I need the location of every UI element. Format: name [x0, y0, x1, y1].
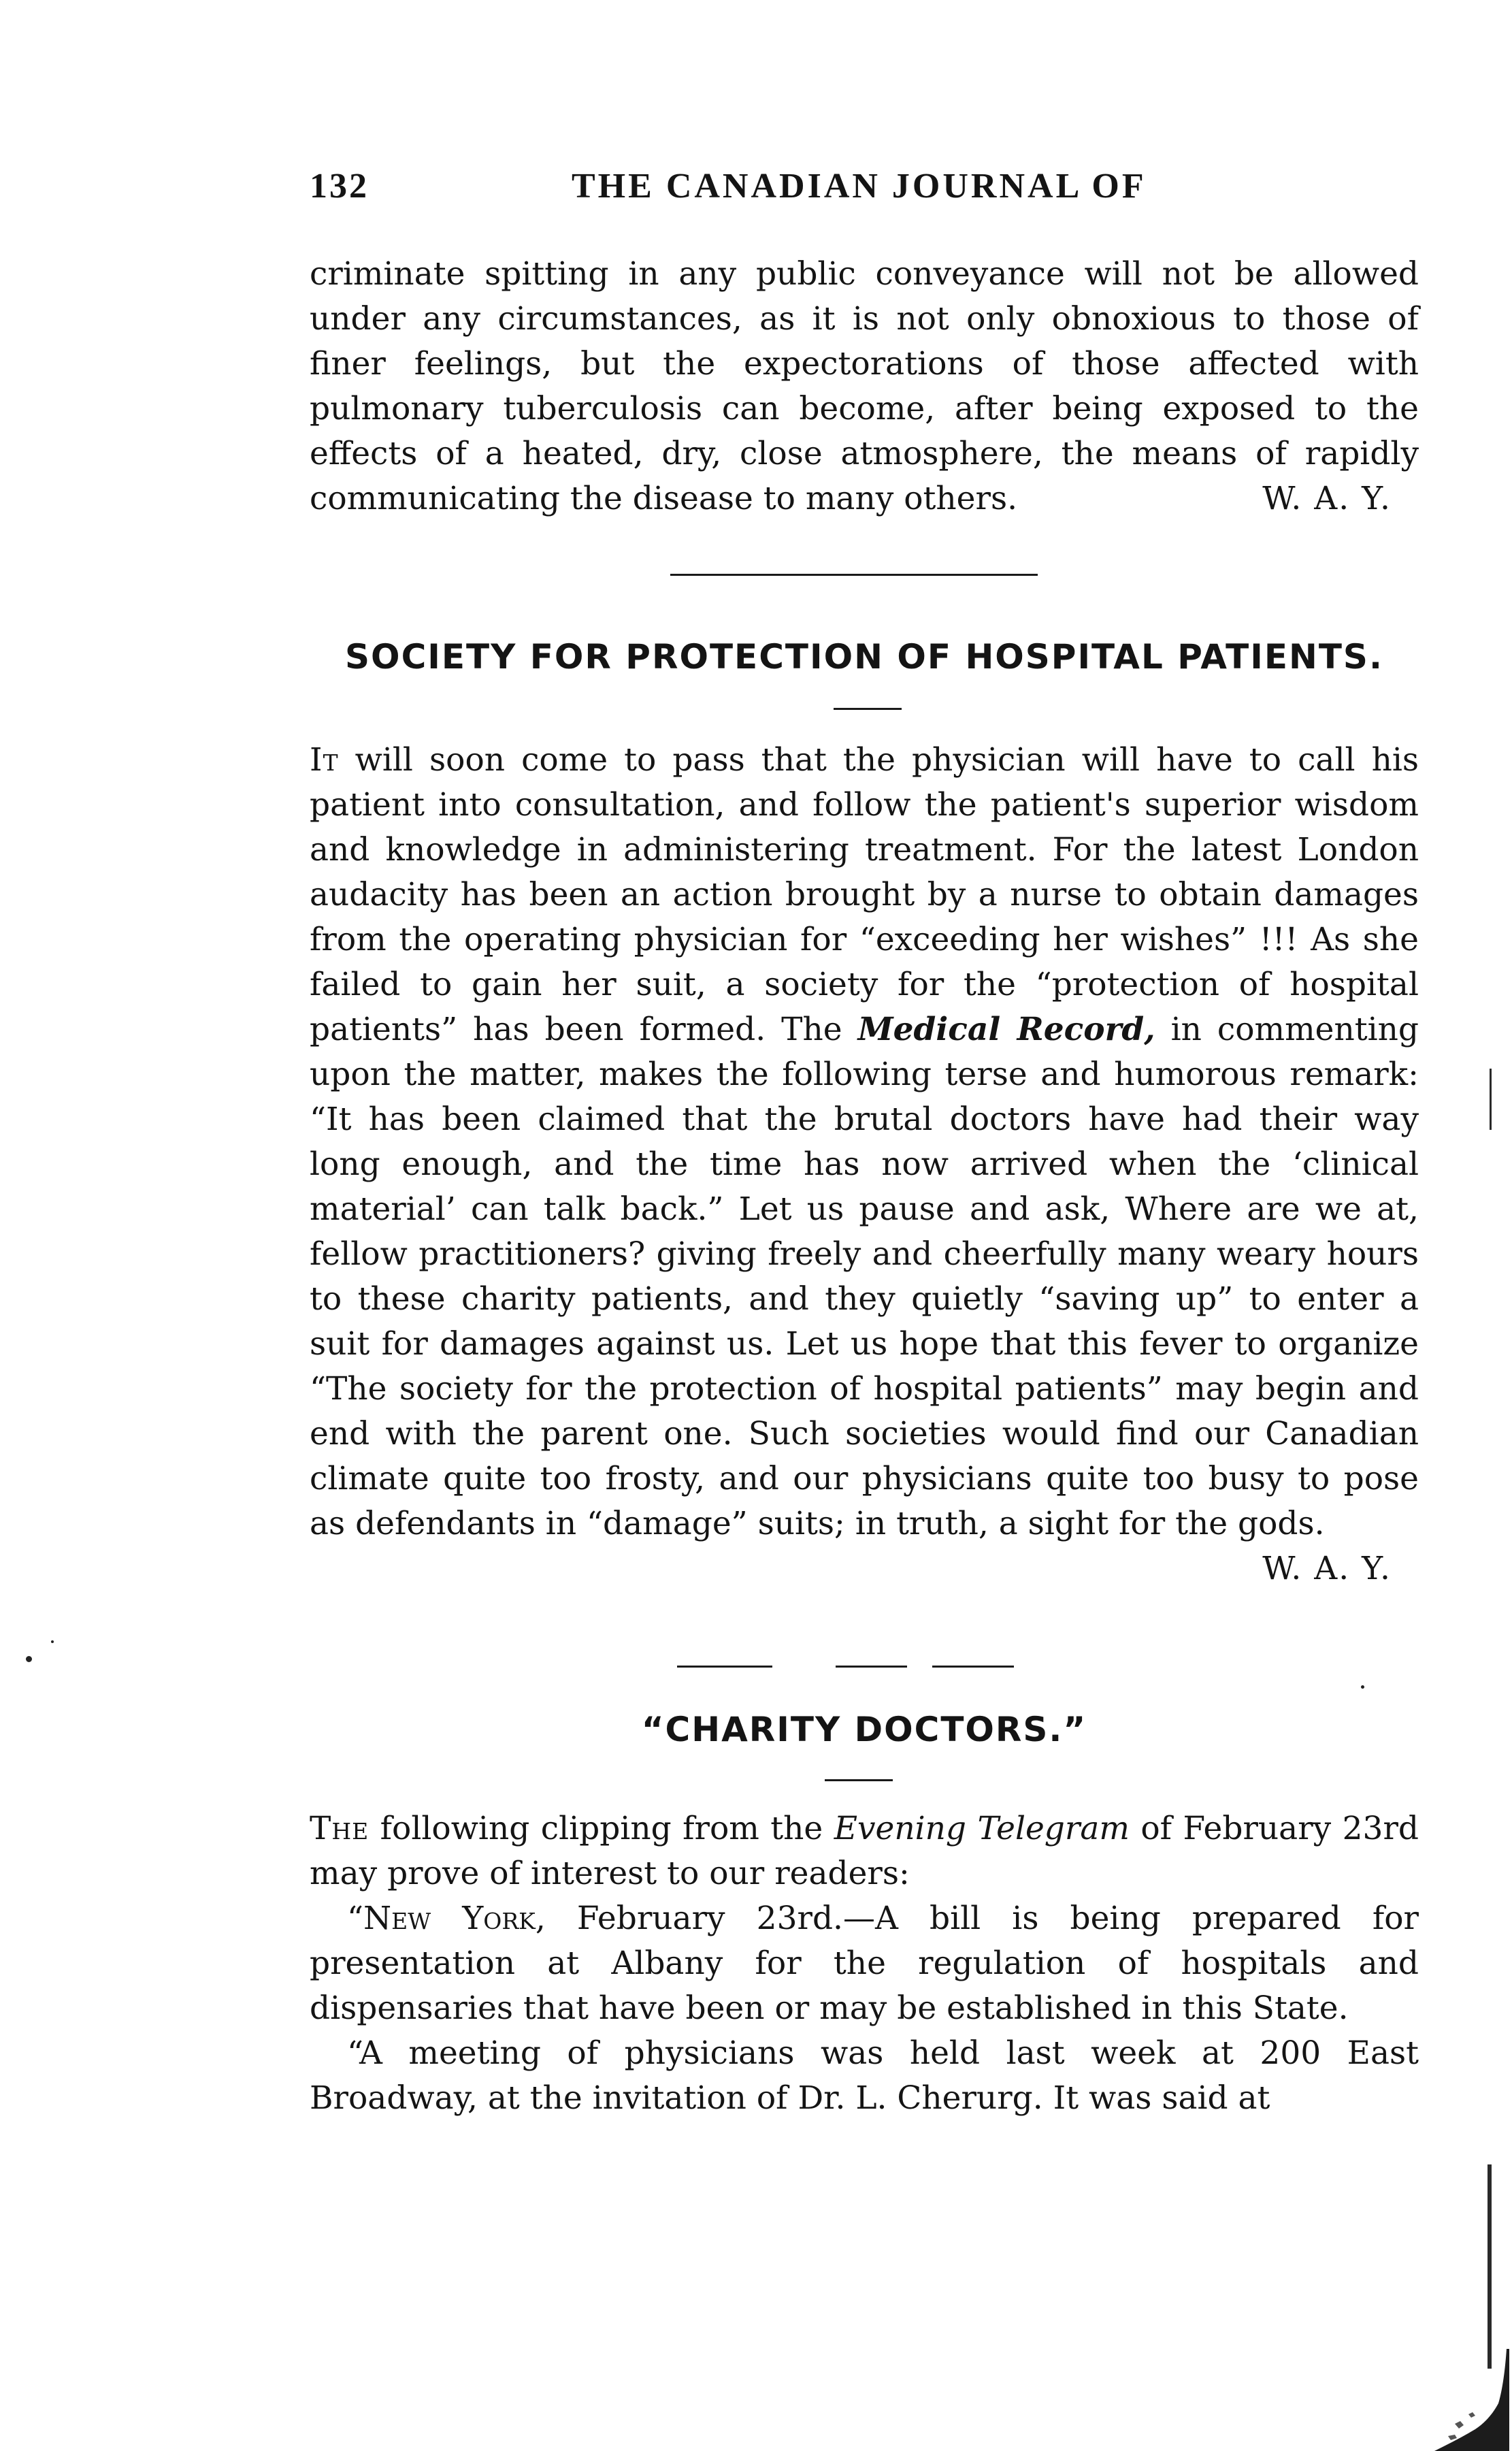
article-heading: SOCIETY FOR PROTECTION OF HOSPITAL PATIENTS. — [345, 637, 1383, 677]
lead-word: It — [310, 741, 339, 779]
article-text: following clipping from the — [369, 1810, 834, 1847]
section-divider — [670, 574, 1038, 576]
dateline-place: New York — [363, 1900, 536, 1937]
scan-mark — [1488, 2164, 1492, 2369]
newspaper-name: Evening Telegram — [834, 1810, 1130, 1847]
scan-blot — [1428, 2349, 1509, 2451]
section-divider — [932, 1666, 1014, 1668]
heading-underrule — [825, 1779, 893, 1781]
running-title: THE CANADIAN JOURNAL OF — [572, 167, 1147, 206]
section-divider — [836, 1666, 907, 1668]
article-text: in commenting upon the matter, makes the following terse and humorous remark: “It has been claimed that the brutal doctors have had their way long enough, and the time has now arrived when the ‘clinical material’ can talk back.” Let us pause and ask, Where are we at, fellow practitioners? giving freely and cheerfully many weary hours to these charity patients, and they quietly “saving up” to enter a suit for damages against us. Let us hope that this fever to organize “The society for the protection of hospital patients” may begin and end with the parent one. Such societies would find our Canadian climate quite too frosty, and our physicians quite too busy to pose as defendants in “damage” suits; in truth, a sight for the gods. — [310, 1011, 1419, 1542]
page-number: 132 — [310, 167, 369, 206]
section-divider — [677, 1666, 772, 1668]
continuation-text: criminate spitting in any public conveyance will not be allowed under any circumstances, as it is not only obnoxious to those of finer feelings, but the expectorations of those affected with pulmonary tuberculosis can become, after being exposed to the effects of a heated, dry, close atmosphere, the means of rapidly communicating the disease to many others. — [310, 255, 1419, 517]
journal-name: Medical Record, — [857, 1011, 1155, 1048]
quote-text: “A meeting of physicians was held last week at 200 East Broadway, at the invitation of Dr. L. Cherurg. It was said at — [310, 2034, 1419, 2117]
quote-text: , February 23rd.—A bill is being prepared for presentation at Albany for the regulation of hospitals and dispensaries that have been or may be established in this State. — [310, 1900, 1419, 2027]
quote-paragraph — [310, 2031, 1419, 2121]
article-heading: “CHARITY DOCTORS.” — [641, 1710, 1087, 1749]
article-body — [310, 1806, 1419, 2121]
article-text: will soon come to pass that the physician will have to call his patient into consultation, and follow the patient's superior wisdom and knowledge in administering treatment. For the latest London audacity has been an action brought by a nurse to obtain damages from the operating physician for “exceeding her wishes” !!! As she failed to gain her suit, a society for the “protection of hospital patients” has been formed. The — [310, 741, 1419, 1048]
scan-speck — [51, 1640, 54, 1643]
lead-word: The — [310, 1810, 369, 1847]
article-text: of February 23rd may prove of interest to our readers: — [310, 1810, 1419, 1892]
scan-speck — [26, 1656, 32, 1662]
quote-paragraph: “New York, February 23rd.—A bill is being prepared for presentation at Albany for the regulation of hospitals and dispensaries that have been or may be established in this State. — [310, 1900, 1419, 2027]
scan-speck — [1361, 1685, 1364, 1689]
scan-mark — [1490, 1069, 1492, 1130]
signature: W. A. Y. — [1262, 1550, 1392, 1587]
heading-underrule — [834, 708, 902, 710]
continuation-paragraph — [310, 252, 1419, 521]
signature: W. A. Y. — [1262, 480, 1392, 517]
article-body — [310, 738, 1419, 1591]
running-head — [310, 166, 1419, 214]
